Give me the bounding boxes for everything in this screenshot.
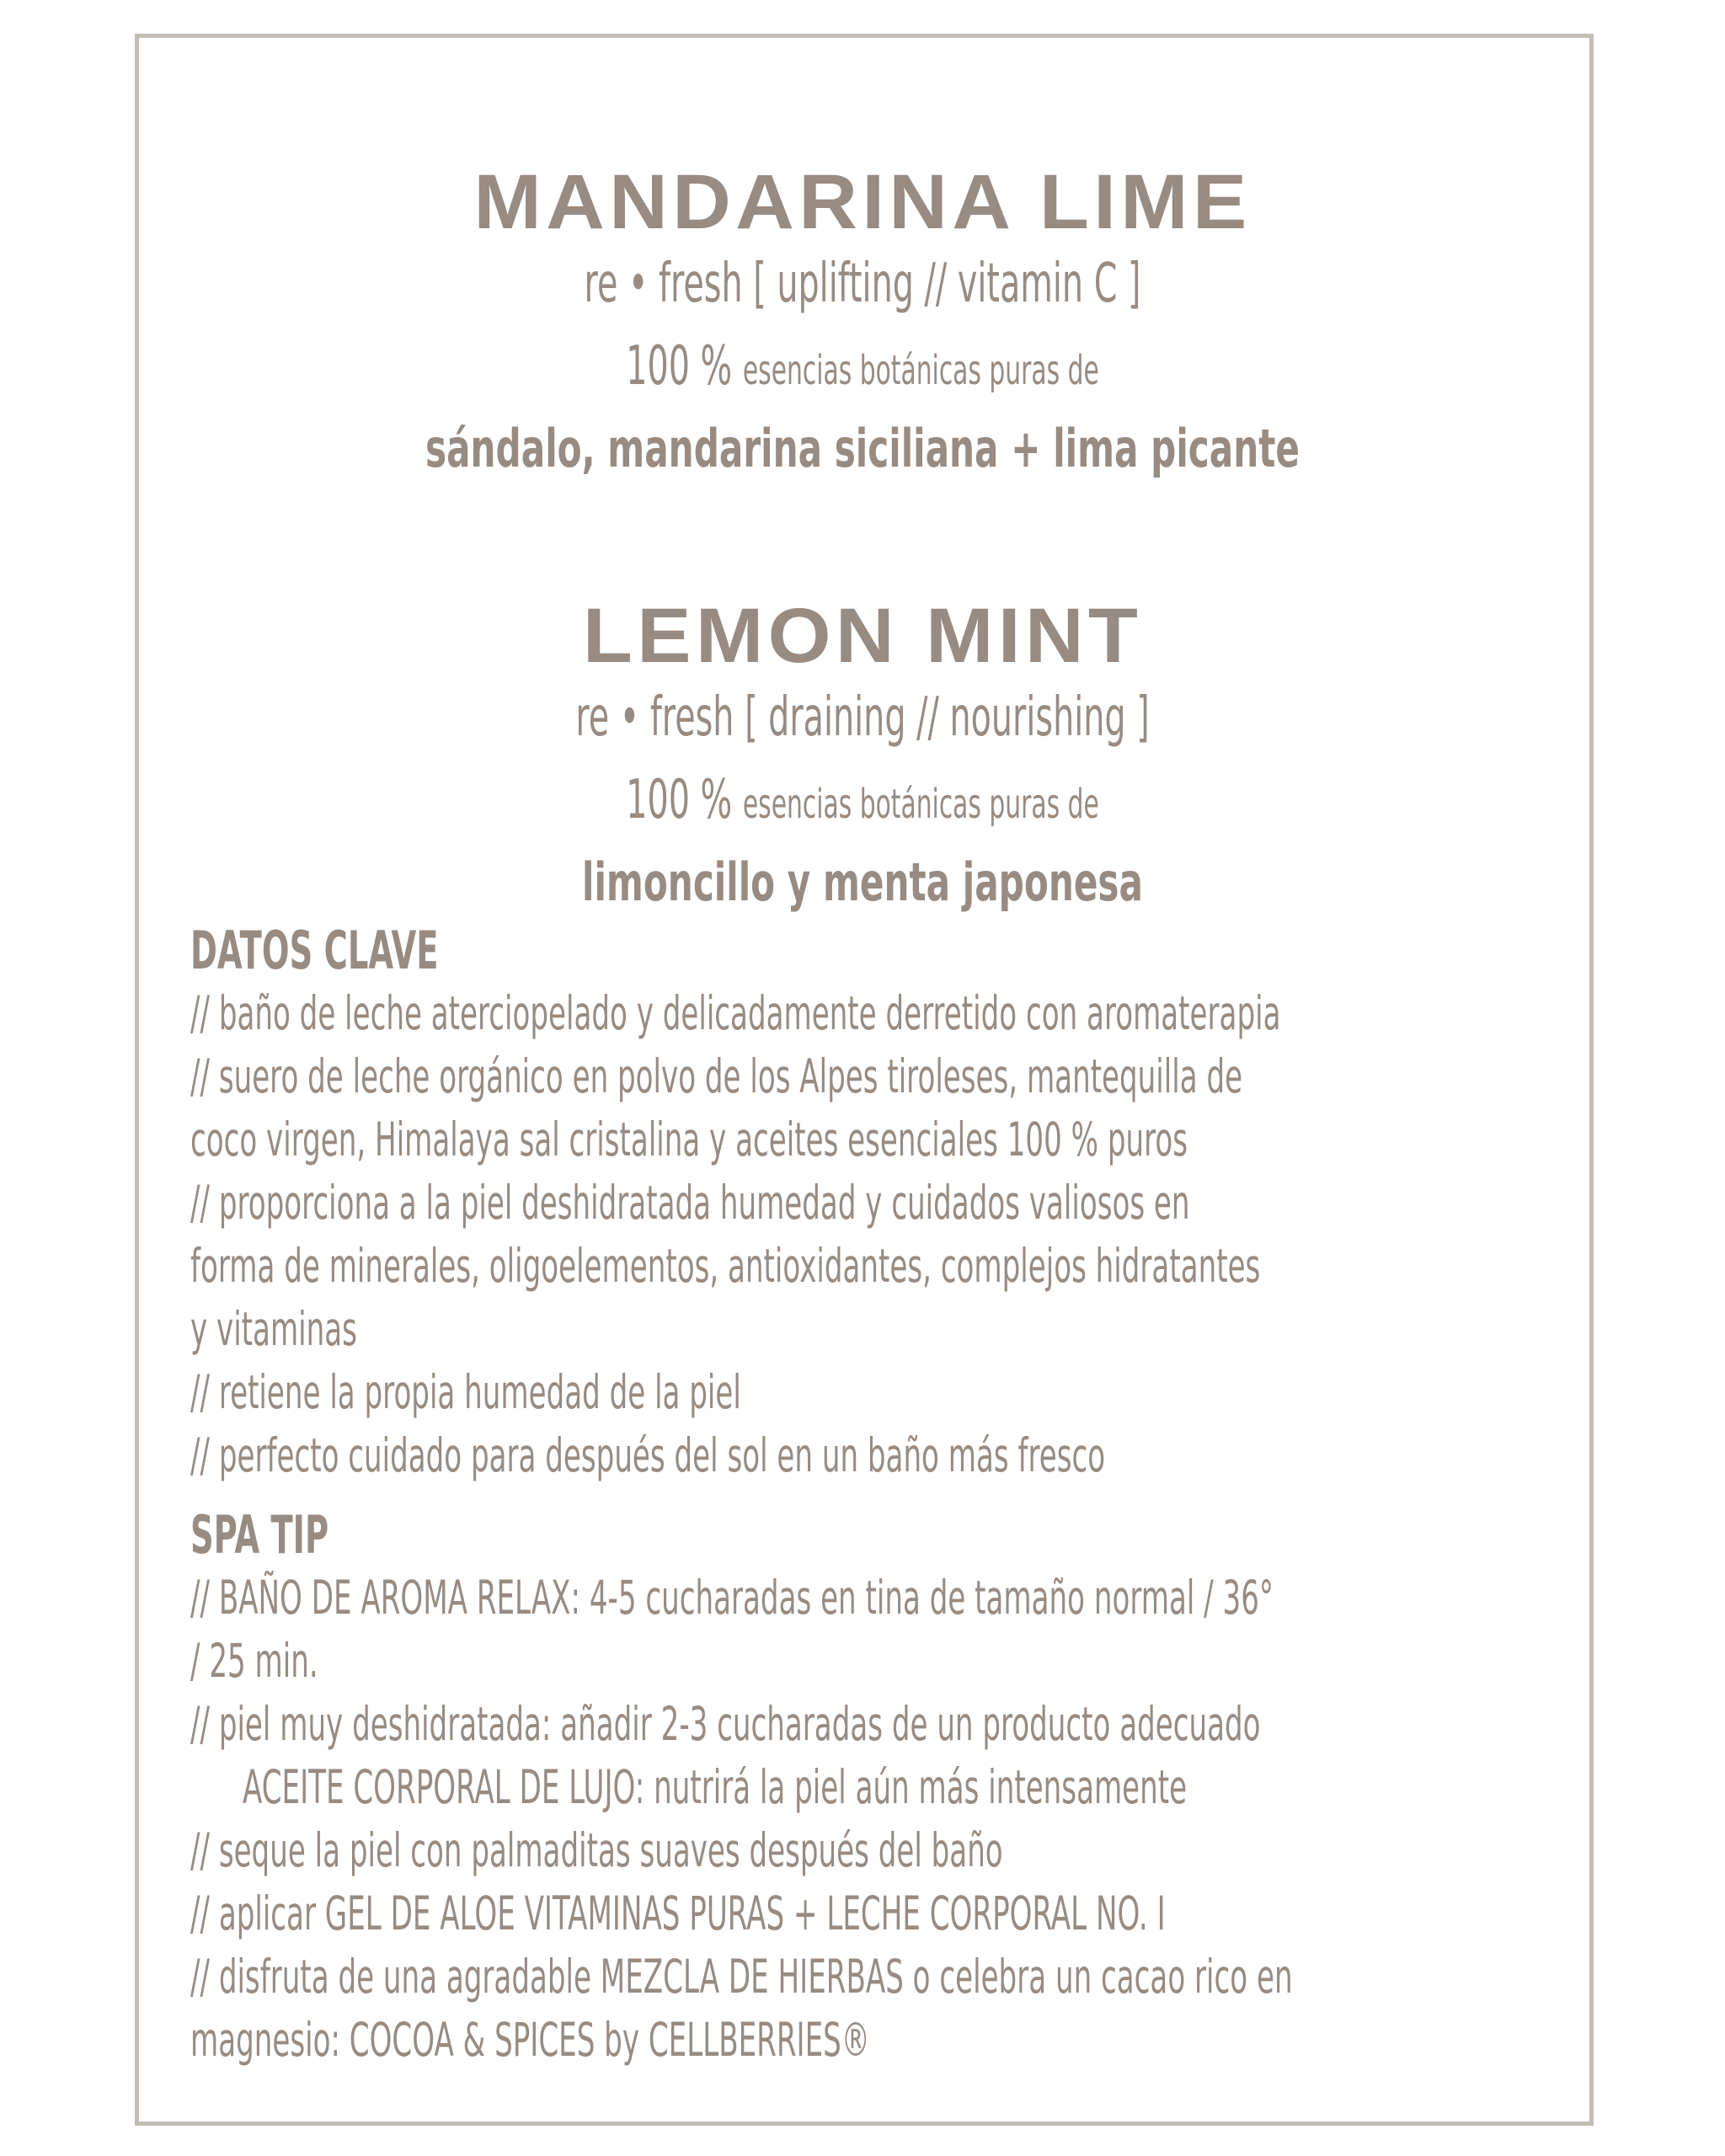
spa-tip-line: // BAÑO DE AROMA RELAX: 4-5 cucharadas en tina de tamaño normal / 36° bbox=[190, 1571, 1274, 1625]
spa-tip-line: / 25 min. bbox=[190, 1634, 318, 1688]
spa-tip-section bbox=[190, 1504, 1444, 2072]
product-title-lemon-mint: LEMON MINT bbox=[582, 593, 1143, 679]
essence-text: esencias botánicas puras de bbox=[742, 347, 1099, 394]
spa-tip-line: // disfruta de una agradable MEZCLA DE HIERBAS o celebra un cacao rico en bbox=[190, 1950, 1293, 2004]
spa-tip-line: magnesio: COCOA & SPICES by CELLBERRIES® bbox=[190, 2013, 870, 2067]
product-essence-line-lemon-mint bbox=[328, 769, 1397, 831]
essence-percentage: 100 % bbox=[626, 769, 733, 831]
key-facts-heading: DATOS CLAVE bbox=[190, 920, 439, 981]
essence-text: esencias botánicas puras de bbox=[742, 781, 1099, 828]
spa-tip-heading: SPA TIP bbox=[190, 1504, 329, 1566]
spa-tip-line: // seque la piel con palmaditas suaves después del baño bbox=[190, 1823, 1003, 1877]
product-tagline-mandarina-lime: re • fresh [ uplifting // vitamin C ] bbox=[584, 253, 1141, 315]
spa-tip-line: // piel muy deshidratada: añadir 2-3 cucharadas de un producto adecuado bbox=[190, 1697, 1261, 1751]
key-fact-line: y vitaminas bbox=[190, 1302, 357, 1356]
essence-percentage: 100 % bbox=[626, 335, 733, 398]
key-fact-line: // baño de leche aterciopelado y delicadamente derretido con aromaterapia bbox=[190, 986, 1281, 1040]
product-essence-line-mandarina-lime bbox=[328, 335, 1397, 398]
key-fact-line: forma de minerales, oligoelementos, antioxidantes, complejos hidratantes bbox=[190, 1239, 1261, 1293]
key-fact-line: // proporciona a la piel deshidratada humedad y cuidados valiosos en bbox=[190, 1176, 1190, 1230]
key-fact-line: coco virgen, Himalaya sal cristalina y aceites esenciales 100 % puros bbox=[190, 1113, 1188, 1166]
product-tagline-lemon-mint: re • fresh [ draining // nourishing ] bbox=[575, 686, 1150, 749]
spa-tip-line: ACEITE CORPORAL DE LUJO: nutrirá la piel aún más intensamente bbox=[243, 1760, 1188, 1814]
product-ingredients-mandarina-lime: sándalo, mandarina siciliana + lima picante bbox=[425, 418, 1300, 479]
product-ingredients-lemon-mint: limoncillo y menta japonesa bbox=[582, 851, 1143, 913]
key-fact-line: // retiene la propia humedad de la piel bbox=[190, 1365, 741, 1419]
product-title-mandarina-lime: MANDARINA LIME bbox=[473, 159, 1252, 245]
spa-tip-line: // aplicar GEL DE ALOE VITAMINAS PURAS + LECHE CORPORAL NO. I bbox=[190, 1886, 1166, 1940]
key-fact-line: // suero de leche orgánico en polvo de los Alpes tiroleses, mantequilla de bbox=[190, 1049, 1243, 1103]
key-facts-section bbox=[190, 920, 1444, 1487]
key-fact-line: // perfecto cuidado para después del sol en un baño más fresco bbox=[190, 1428, 1106, 1482]
